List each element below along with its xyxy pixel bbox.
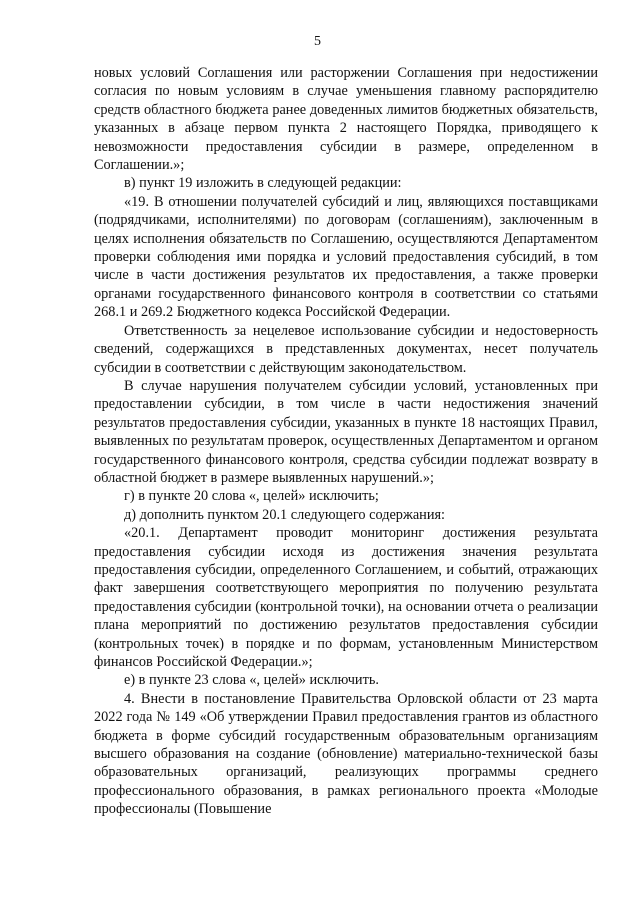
paragraph-continuation: новых условий Соглашения или расторжении Соглашения при недостижении согласия по новым условиям в случае уменьшения главному распорядителю средств областного бюджета ранее доведенных лимитов бюджетных обязательств, указанных в абзаце первом пункта 2 настоящего Порядка, приводящего к невозможности предоставления субсидии в размере, определенном в Соглашении.»; [94,65,598,174]
paragraph-item-d: д) дополнить пунктом 20.1 следующего содержания: [124,506,446,523]
document-body [94,64,598,819]
paragraph-point-19: «19. В отношении получателей субсидий и лиц, являющихся поставщиками (подрядчиками, исполнителями) по договорам (соглашениям), заключенным в целях исполнения обязательств по Соглашению, осуществляются Департаментом проверки соблюдения ими порядка и условий предоставления субсидий, в том числе в части достижения результатов их предоставления, а также проверки органами государственного финансового контроля в соответствии со статьями 268.1 и 269.2 Бюджетного кодекса Российской Федерации. [94,193,598,321]
paragraph-item-e: е) в пункте 23 слова «, целей» исключить. [124,672,379,689]
paragraph-responsibility: Ответственность за нецелевое использование субсидии и недостоверность сведений, содержащихся в представленных документах, несет получатель субсидии в соответствии с действующим законодательством. [94,322,598,376]
paragraph-point-20-1: «20.1. Департамент проводит мониторинг достижения результата предоставления субсидии исходя из достижения значения результата предоставления субсидии, определенного Соглашением, и событий, отражающих факт завершения соответствующего мероприятия по получению результата предоставления субсидии (контрольной точки), на основании отчета о реализации плана мероприятий по достижению результатов предоставления субсидии (контрольных точек) в порядке и по формам, установленным Министерством финансов Российской Федерации.»; [94,525,598,670]
paragraph-item-v: в) пункт 19 изложить в следующей редакции: [124,175,402,192]
paragraph-violation: В случае нарушения получателем субсидии условий, установленных при предоставлении субсидии, в том числе в части недостижения значений результатов предоставления субсидии, указанных в пункте 18 настоящих Правил, выявленных по результатам проверок, осуществленных Департаментом и органом государственного финансового контроля, средства субсидии подлежат возврату в областной бюджет в размере выявленных нарушений.»; [94,377,598,486]
page-number: 5 [314,34,321,49]
paragraph-item-g: г) в пункте 20 слова «, целей» исключить; [124,488,379,505]
paragraph-section-4: 4. Внести в постановление Правительства Орловской области от 23 марта 2022 года № 149 «Об утверждении Правил предоставления грантов из областного бюджета в форме субсидий государственным образовательным организациям высшего образования на создание (обновление) материально-технической базы образовательных организаций, реализующих программы среднего профессионального образования, в рамках регионального проекта «Молодые профессионалы (Повышение [94,690,598,818]
